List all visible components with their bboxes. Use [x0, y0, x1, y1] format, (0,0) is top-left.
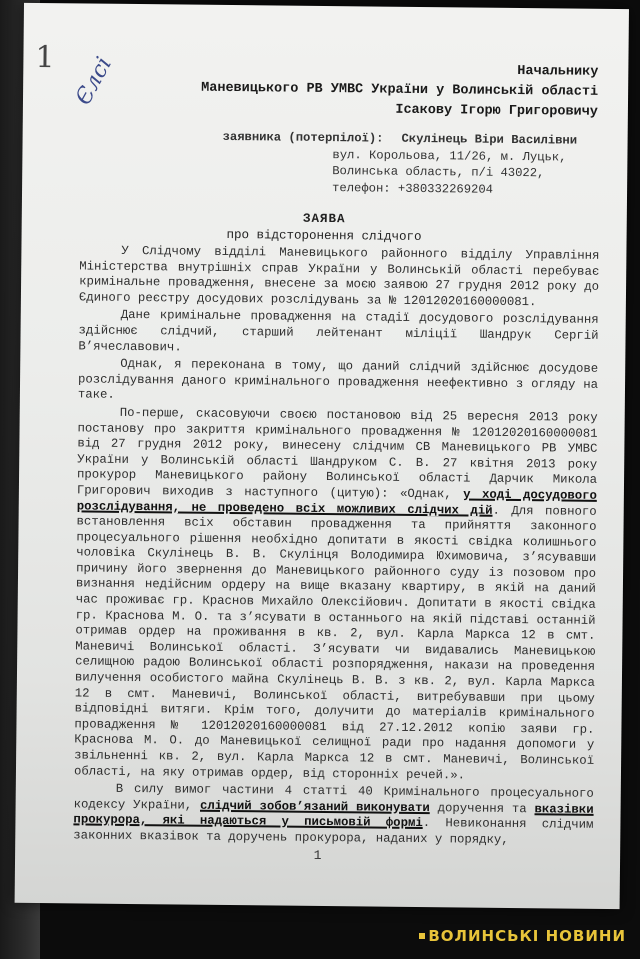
- recipient-line-1: Начальнику: [517, 64, 599, 80]
- applicant-name: Скулінець Віри Василівни: [401, 131, 578, 148]
- applicant-label: заявника (потерпілої):: [222, 129, 384, 146]
- handwritten-signature: Єлсі: [71, 53, 118, 110]
- recipient-block: [201, 59, 599, 123]
- paragraph-1: У Слідчому відділі Маневицького районного відділу Управління Міністерства внутрішніх справ України у Волинській області перебуває кримінальне провадження, внесене за моєю заявою 27 грудня 2012 року до Єдиного реєстру досудових розслідувань за № 12012020160000081.: [78, 243, 600, 309]
- applicant-phone: телефон: +380332269204: [332, 180, 494, 197]
- paragraph-2: Дане кримінальне провадження на стадії досудового розслідування здійснює слідчий, старший лейтенант міліції Шандрук Сергій В’ячеславович.: [78, 308, 599, 355]
- margin-handwritten-mark: 1: [35, 39, 55, 76]
- paragraph-5-part-a: В силу вимог частини 4 статті 40 Кримінального процесуального кодексу України,: [73, 782, 594, 813]
- document-title: [22, 208, 627, 248]
- paragraph-5-part-c: доручення та: [437, 800, 527, 816]
- watermark-text: ВОЛИНСЬКІ НОВИНИ: [428, 927, 626, 945]
- paragraph-5-underlined-2: вказівки прокурора, які надаються у письмовій формі: [73, 802, 594, 831]
- paragraph-3: Однак, я переконана в тому, що даний слідчий здійснює досудове розслідування даного кримінального провадження неефективно з огляду на таке.: [77, 357, 599, 403]
- paragraph-4-underlined: у ході досудового розслідування, не проведено всіх можливих слідчих дій: [76, 487, 597, 518]
- paragraph-4-part-a: По-перше, скасовуючи своєю постановою від 25 вересня 2013 року постанову про закриття кримінального провадження № 12012020160000081 від 27 грудня 2012 року, винесену слідчим СВ Маневицького РВ УМВС України у Волинській області Шандруком С. В. 27 квітня 2013 року прокурор Маневицького району Волинської області Дарчик Микола Григорович виходив з наступного (цитую): «Однак,: [76, 405, 598, 502]
- applicant-block: [222, 129, 577, 199]
- paragraph-4-part-c: . Для повного встановлення всіх обставин провадження та прийняття законного процесуального рішення необхідно допитати в якості свідка колишнього чоловіка Скулінець В. В. Скулінця Володимира Юхимовича, з’ясувавши причину його звернення до Маневицького районного суду із позовом про визнання недійсним ордеру на вище вказану квартиру, в якій на даний час проживає гр. Краснов Михайло Олексійович. Допитати в якості свідка гр. Краснова М. О. та з’ясувати в останнього на якій підставі останній отримав ордер на проживання в кв. 2, вул. Карла Маркса 12 в смт. Маневичі Волинської області. З’ясувати чи видавались Маневицькою селищною радою Волинської області розпорядження, накази на проведення вилучення особистого майна Скулінець В. В. з кв. 2, вул. Карла Маркса 12 в смт. Маневичі, Волинської області, витребувавши при цьому відповідні витяги. Крім того, долучити до матеріалів кримінального провадження № 12012020160000081 від 27.12.2012 копію заяви гр. Краснова М. О. до Маневицької селищної ради про надання допомоги у звільненні кв. 2, вул. Карла Маркса 12 в смт. Маневичі, Волинської області, на яку отримав ордер, від сторонніх речей.».: [73, 503, 597, 783]
- applicant-address-2: Волинська область, п/і 43022,: [332, 164, 545, 181]
- paragraph-4: [74, 405, 598, 785]
- applicant-address-1: вул. Корольова, 11/26, м. Луцьк,: [332, 147, 567, 165]
- paragraph-5-part-e: . Невиконання слідчим законних вказівок та доручень прокурора, наданих у порядку,: [73, 816, 594, 847]
- watermark-logo: [419, 927, 626, 945]
- title-main: ЗАЯВА: [302, 211, 346, 227]
- title-sub: про відсторонення слідчого: [226, 227, 422, 245]
- watermark-dot-icon: [419, 933, 425, 939]
- recipient-line-2: Маневицького РВ УМВС України у Волинській області: [201, 80, 599, 100]
- paragraph-5: [73, 782, 594, 850]
- document-page: [15, 3, 629, 909]
- recipient-line-3: Ісакову Ігорю Григоровичу: [395, 102, 598, 120]
- document-body: [73, 243, 599, 851]
- paragraph-5-underlined-1: слідчий зобов’язаний виконувати: [199, 798, 430, 815]
- page-number: 1: [313, 847, 322, 863]
